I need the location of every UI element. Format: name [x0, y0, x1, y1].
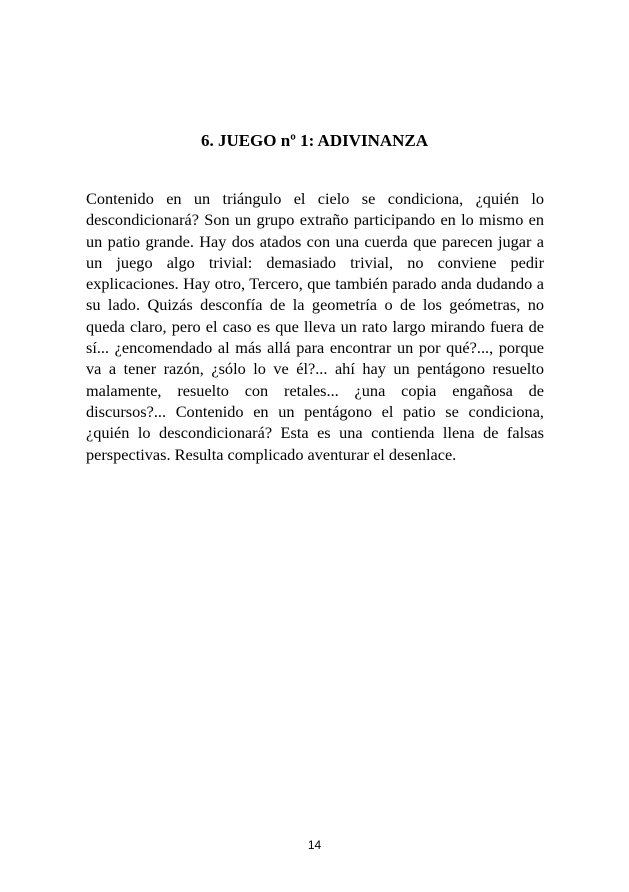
page-number: 14 — [307, 838, 322, 852]
body-paragraph: Contenido en un triángulo el cielo se condiciona, ¿quién lo descondicionará? Son un grupo extraño participando en lo mismo en un patio grande. Hay dos atados con una cuerda que parecen jugar a un juego algo trivial: demasiado trivial, no conviene pedir explicaciones. Hay otro, Tercero, que también parado anda dudando a su lado. Quizás desconfía de la geometría o de los geómetras, no queda claro, pero el caso es que lleva un rato largo mirando fuera de sí... ¿encomendado al más allá para encontrar un por qué?..., porque va a tener razón, ¿sólo lo ve él?... ahí hay un pentágono resuelto malamente, resuelto con retales... ¿una copia engañosa de discursos?... Contenido en un pentágono el patio se condiciona, ¿quién lo descondicionará? Esta es una contienda llena de falsas perspectivas. Resulta complicado aventurar el desenlace. — [86, 189, 544, 464]
chapter-title: 6. JUEGO nº 1: ADIVINANZA — [200, 131, 429, 150]
